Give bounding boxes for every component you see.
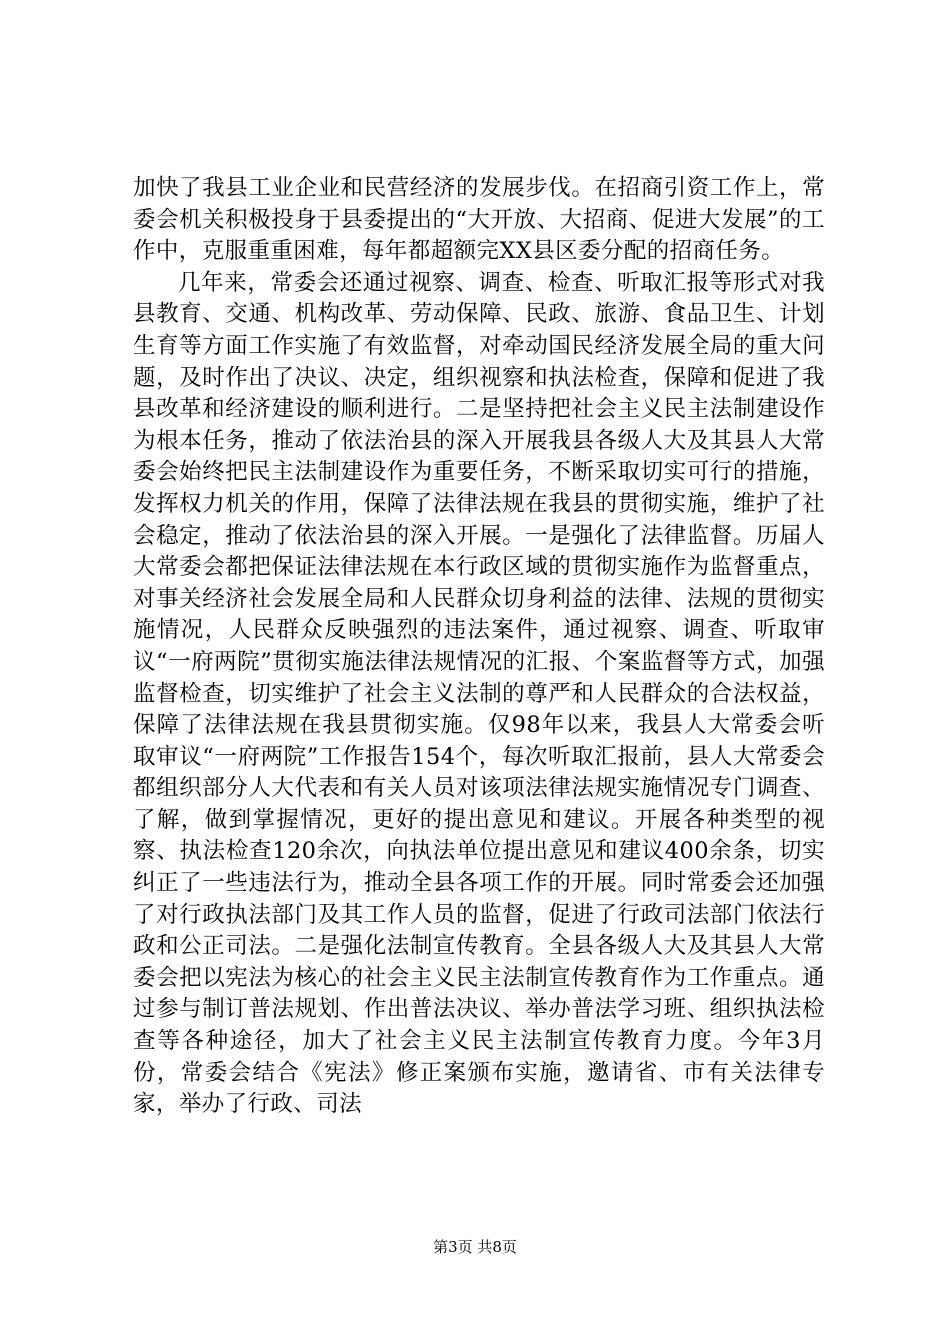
document-body bbox=[133, 173, 825, 1121]
paragraph-2: 几年来，常委会还通过视察、调查、检查、听取汇报等形式对我县教育、交通、机构改革、劳动保障、民政、旅游、食品卫生、计划生育等方面工作实施了有效监督，对牵动国民经济发展全局的重大问题，及时作出了决议、决定，组织视察和执法检查，保障和促进了我县改革和经济建设的顺利进行。二是坚持把社会主义民主法制建设作为根本任务，推动了依法治县的深入开展我县各级人大及其县人大常委会始终把民主法制建设作为重要任务，不断采取切实可行的措施，发挥权力机关的作用，保障了法律法规在我县的贯彻实施，维护了社会稳定，推动了依法治县的深入开展。一是强化了法律监督。历届人大常委会都把保证法律法规在本行政区域的贯彻实施作为监督重点，对事关经济社会发展全局和人民群众切身利益的法律、法规的贯彻实施情况，人民群众反映强烈的违法案件，通过视察、调查、听取审议“一府两院”贯彻实施法律法规情况的汇报、个案监督等方式，加强监督检查，切实维护了社会主义法制的尊严和人民群众的合法权益，保障了法律法规在我县贯彻实施。仅98年以来，我县人大常委会听取审议“一府两院”工作报告154个，每次听取汇报前，县人大常委会都组织部分人大代表和有关人员对该项法律法规实施情况专门调查、了解，做到掌握情况，更好的提出意见和建议。开展各种类型的视察、执法检查120余次，向执法单位提出意见和建议400余条，切实纠正了一些违法行为，推动全县各项工作的开展。同时常委会还加强了对行政执法部门及其工作人员的监督，促进了行政司法部门依法行政和公正司法。二是强化法制宣传教育。全县各级人大及其县人大常委会把以宪法为核心的社会主义民主法制宣传教育作为工作重点。通过参与制订普法规划、作出普法决议、举办普法学习班、组织执法检查等各种途径，加大了社会主义民主法制宣传教育力度。今年3月份，常委会结合《宪法》修正案颁布实施，邀请省、市有关法律专家，举办了行政、司法 bbox=[133, 269, 825, 1118]
paragraph-1: 加快了我县工业企业和民营经济的发展步伐。在招商引资工作上，常委会机关积极投身于县委提出的“大开放、大招商、促进大发展”的工作中，克服重重困难，每年都超额完XX县区委分配的招商任务。 bbox=[133, 175, 825, 265]
page-number-footer: 第3页 共8页 bbox=[433, 1238, 517, 1256]
